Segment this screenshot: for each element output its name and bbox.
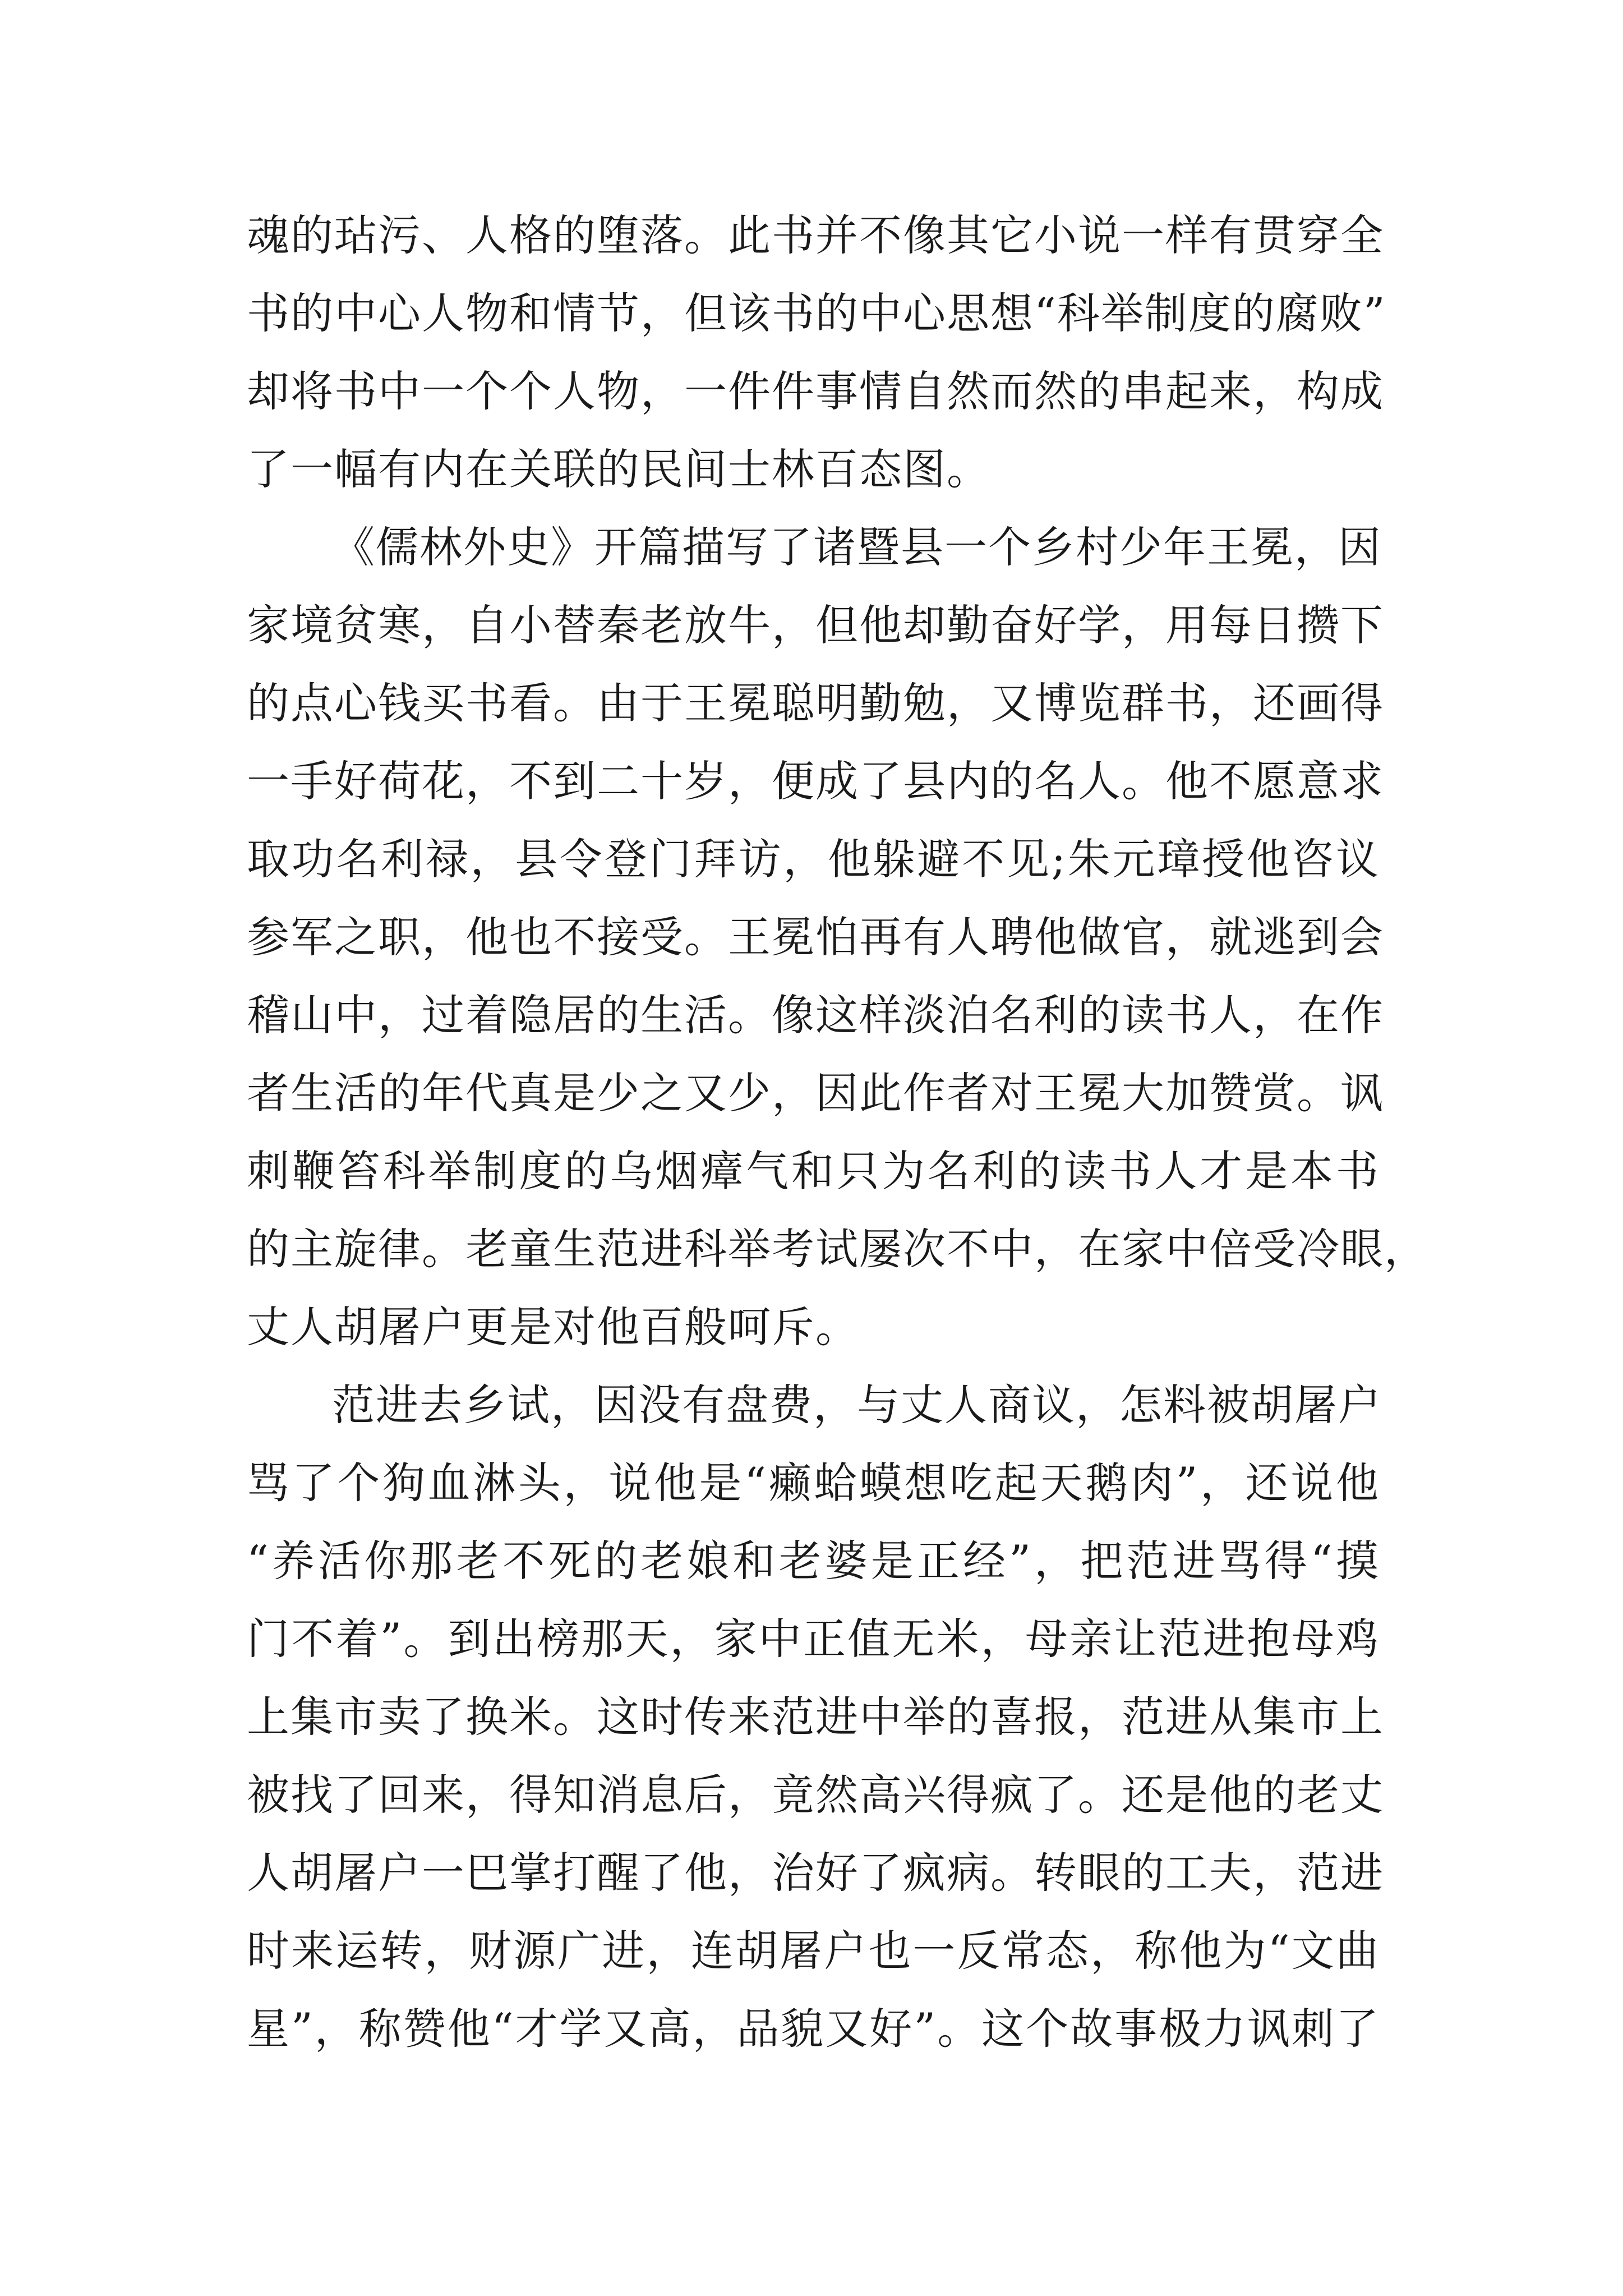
- text-line: 丈人胡屠户更是对他百般呵斥。: [247, 1302, 859, 1352]
- text-line: 骂了个狗血淋头，说他是“癞蛤蟆想吃起天鹅肉”，还说他: [247, 1458, 1380, 1508]
- text-line: 的点心钱买书看。由于王冕聪明勤勉，又博览群书，还画得: [247, 678, 1384, 728]
- paragraph-1: [247, 196, 1386, 508]
- text-line: 了一幅有内在关联的民间士林百态图。: [247, 444, 990, 494]
- text-line: 的主旋律。老童生范进科举考试屡次不中，在家中倍受冷眼，: [247, 1224, 1428, 1274]
- text-line: 星”，称赞他“才学又高，品貌又好”。这个故事极力讽刺了: [247, 2004, 1380, 2054]
- text-line: 时来运转，财源广进，连胡屠户也一反常态，称他为“文曲: [247, 1926, 1380, 1976]
- text-line: 魂的玷污、人格的堕落。此书并不像其它小说一样有贯穿全: [247, 210, 1384, 260]
- text-line: 家境贫寒，自小替秦老放牛，但他却勤奋好学，用每日攒下: [247, 600, 1384, 650]
- text-line: 者生活的年代真是少之又少，因此作者对王冕大加赞赏。讽: [247, 1068, 1384, 1118]
- paragraph-3: [247, 1366, 1384, 2068]
- text-line: 范进去乡试，因没有盘费，与丈人商议，怎料被胡屠户: [332, 1380, 1382, 1430]
- text-line: 一手好荷花，不到二十岁，便成了县内的名人。他不愿意求: [247, 756, 1384, 806]
- text-line: 刺鞭笞科举制度的乌烟瘴气和只为名利的读书人才是本书: [247, 1146, 1380, 1196]
- text-line: “养活你那老不死的老娘和老婆是正经”，把范进骂得“摸: [247, 1536, 1380, 1586]
- text-line: 参军之职，他也不接受。王冕怕再有人聘他做官，就逃到会: [247, 912, 1384, 962]
- paragraph-2: [247, 508, 1428, 1366]
- text-line: 却将书中一个个人物，一件件事情自然而然的串起来，构成: [247, 366, 1384, 416]
- text-line: 取功名利禄，县令登门拜访，他躲避不见;朱元璋授他咨议: [247, 834, 1380, 884]
- text-line: 人胡屠户一巴掌打醒了他，治好了疯病。转眼的工夫，范进: [247, 1848, 1384, 1898]
- text-line: 上集市卖了换米。这时传来范进中举的喜报，范进从集市上: [247, 1692, 1384, 1742]
- text-line: 稽山中，过着隐居的生活。像这样淡泊名利的读书人，在作: [247, 990, 1384, 1040]
- text-line: 书的中心人物和情节，但该书的中心思想“科举制度的腐败”: [247, 288, 1386, 338]
- text-line: 门不着”。到出榜那天，家中正值无米，母亲让范进抱母鸡: [247, 1614, 1380, 1664]
- text-line: 《儒林外史》开篇描写了诸暨县一个乡村少年王冕，因: [332, 522, 1382, 572]
- text-line: 被找了回来，得知消息后，竟然高兴得疯了。还是他的老丈: [247, 1770, 1384, 1820]
- document-text: [247, 196, 1428, 2068]
